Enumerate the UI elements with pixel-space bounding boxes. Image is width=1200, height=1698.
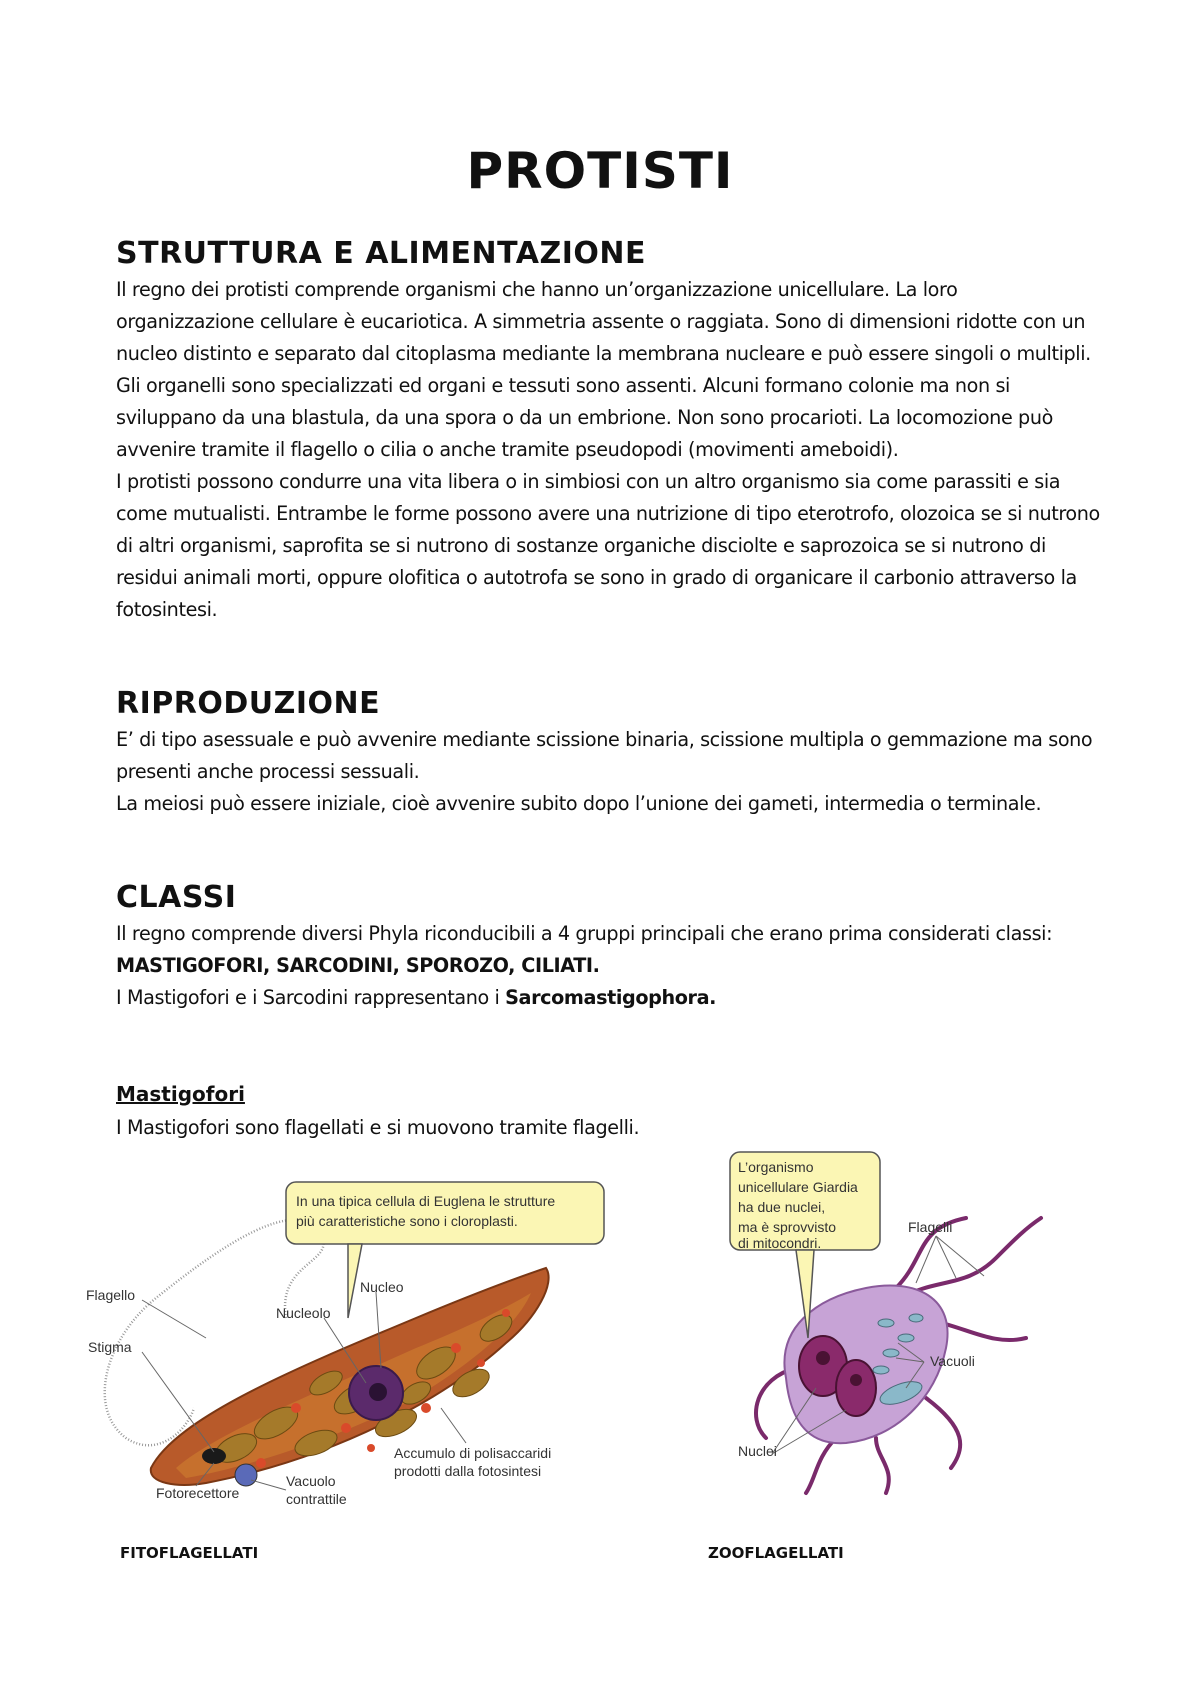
label-accumulo-2: prodotti dalla fotosintesi (394, 1463, 542, 1479)
paragraph-classi (116, 918, 1100, 1014)
label-fotorecettore: Fotorecettore (156, 1485, 240, 1501)
label-nucleolo: Nucleolo (276, 1305, 331, 1321)
label-nuclei: Nuclei (738, 1443, 777, 1459)
heading-classi: CLASSI (116, 880, 237, 915)
label-flagello: Flagello (86, 1287, 136, 1303)
giardia-note-line2: unicellulare Giardia (738, 1179, 858, 1195)
classi-p3 (116, 982, 1100, 1014)
caption-fitoflagellati: FITOFLAGELLATI (120, 1544, 259, 1562)
paragraph-riproduzione (116, 724, 1100, 820)
label-vacuoli: Vacuoli (930, 1353, 975, 1369)
paragraph-mastigofori (116, 1112, 1100, 1144)
heading-mastigofori: Mastigofori (116, 1082, 245, 1106)
euglena-note-line1: In una tipica cellula di Euglena le strutture (296, 1193, 556, 1209)
classi-groups: MASTIGOFORI, SARCODINI, SPOROZO, CILIATI. (116, 954, 600, 977)
page-title: PROTISTI (466, 142, 734, 200)
euglena-illustration (86, 1168, 626, 1508)
label-accumulo-1: Accumulo di polisaccaridi (394, 1445, 552, 1461)
giardia-note-line1: L’organismo (738, 1159, 814, 1175)
label-nucleo: Nucleo (360, 1279, 404, 1295)
riproduzione-p1: E’ di tipo asessuale e può avvenire mediante scissione binaria, scissione multipla o gemmazione ma sono presenti anche processi sessuali. (116, 728, 1093, 783)
classi-p3-bold: Sarcomastigophora. (505, 986, 717, 1009)
heading-riproduzione: RIPRODUZIONE (116, 686, 381, 721)
mastigofori-p1: I Mastigofori sono flagellati e si muovono tramite flagelli. (116, 1116, 640, 1139)
caption-zooflagellati: ZOOFLAGELLATI (708, 1544, 844, 1562)
giardia-note-line3: ha due nuclei, (738, 1199, 826, 1215)
classi-p3-text: I Mastigofori e i Sarcodini rappresentano i (116, 986, 506, 1009)
giardia-note-line5: di mitocondri. (738, 1235, 822, 1251)
struttura-p1: Il regno dei protisti comprende organismi che hanno un’organizzazione unicellulare. La loro organizzazione cellulare è eucariotica. A simmetria assente o raggiata. Sono di dimensioni ridotte con un nucleo distinto e separato dal citoplasma mediante la membrana nucleare e può essere singoli o multipli. Gli organelli sono specializzati ed organi e tessuti sono assenti. Alcuni formano colonie ma non si sviluppano da una blastula, da una spora o da un embrione. Non sono procarioti. La locomozione può avvenire tramite il flagello o cilia o anche tramite pseudopodi (movimenti ameboidi). (116, 278, 1091, 461)
label-flagelli: Flagelli (908, 1219, 953, 1235)
label-vacuolo-contrattile: contrattile (286, 1491, 347, 1507)
label-stigma: Stigma (88, 1339, 132, 1355)
giardia-note-line4: ma è sprovvisto (738, 1219, 837, 1235)
paragraph-struttura (116, 274, 1100, 626)
giardia-illustration (726, 1148, 1066, 1498)
euglena-note-line2: più caratteristiche sono i cloroplasti. (296, 1213, 518, 1229)
struttura-p2: I protisti possono condurre una vita libera o in simbiosi con un altro organismo sia come parassiti e sia come mutualisti. Entrambe le forme possono avere una nutrizione di tipo eterotrofo, olozoica se si nutrono di altri organismi, saprofita se si nutrono di sostanze organiche disciolte e saprozoica se si nutrono di residui animali morti, oppure olofitica o autotrofa se sono in grado di organicare il carbonio attraverso la fotosintesi. (116, 470, 1100, 621)
heading-struttura: STRUTTURA E ALIMENTAZIONE (116, 236, 647, 271)
classi-p1: Il regno comprende diversi Phyla riconducibili a 4 gruppi principali che erano prima considerati classi: (116, 922, 1053, 945)
riproduzione-p2: La meiosi può essere iniziale, cioè avvenire subito dopo l’unione dei gameti, intermedia o terminale. (116, 792, 1042, 815)
label-vacuolo: Vacuolo (286, 1473, 336, 1489)
